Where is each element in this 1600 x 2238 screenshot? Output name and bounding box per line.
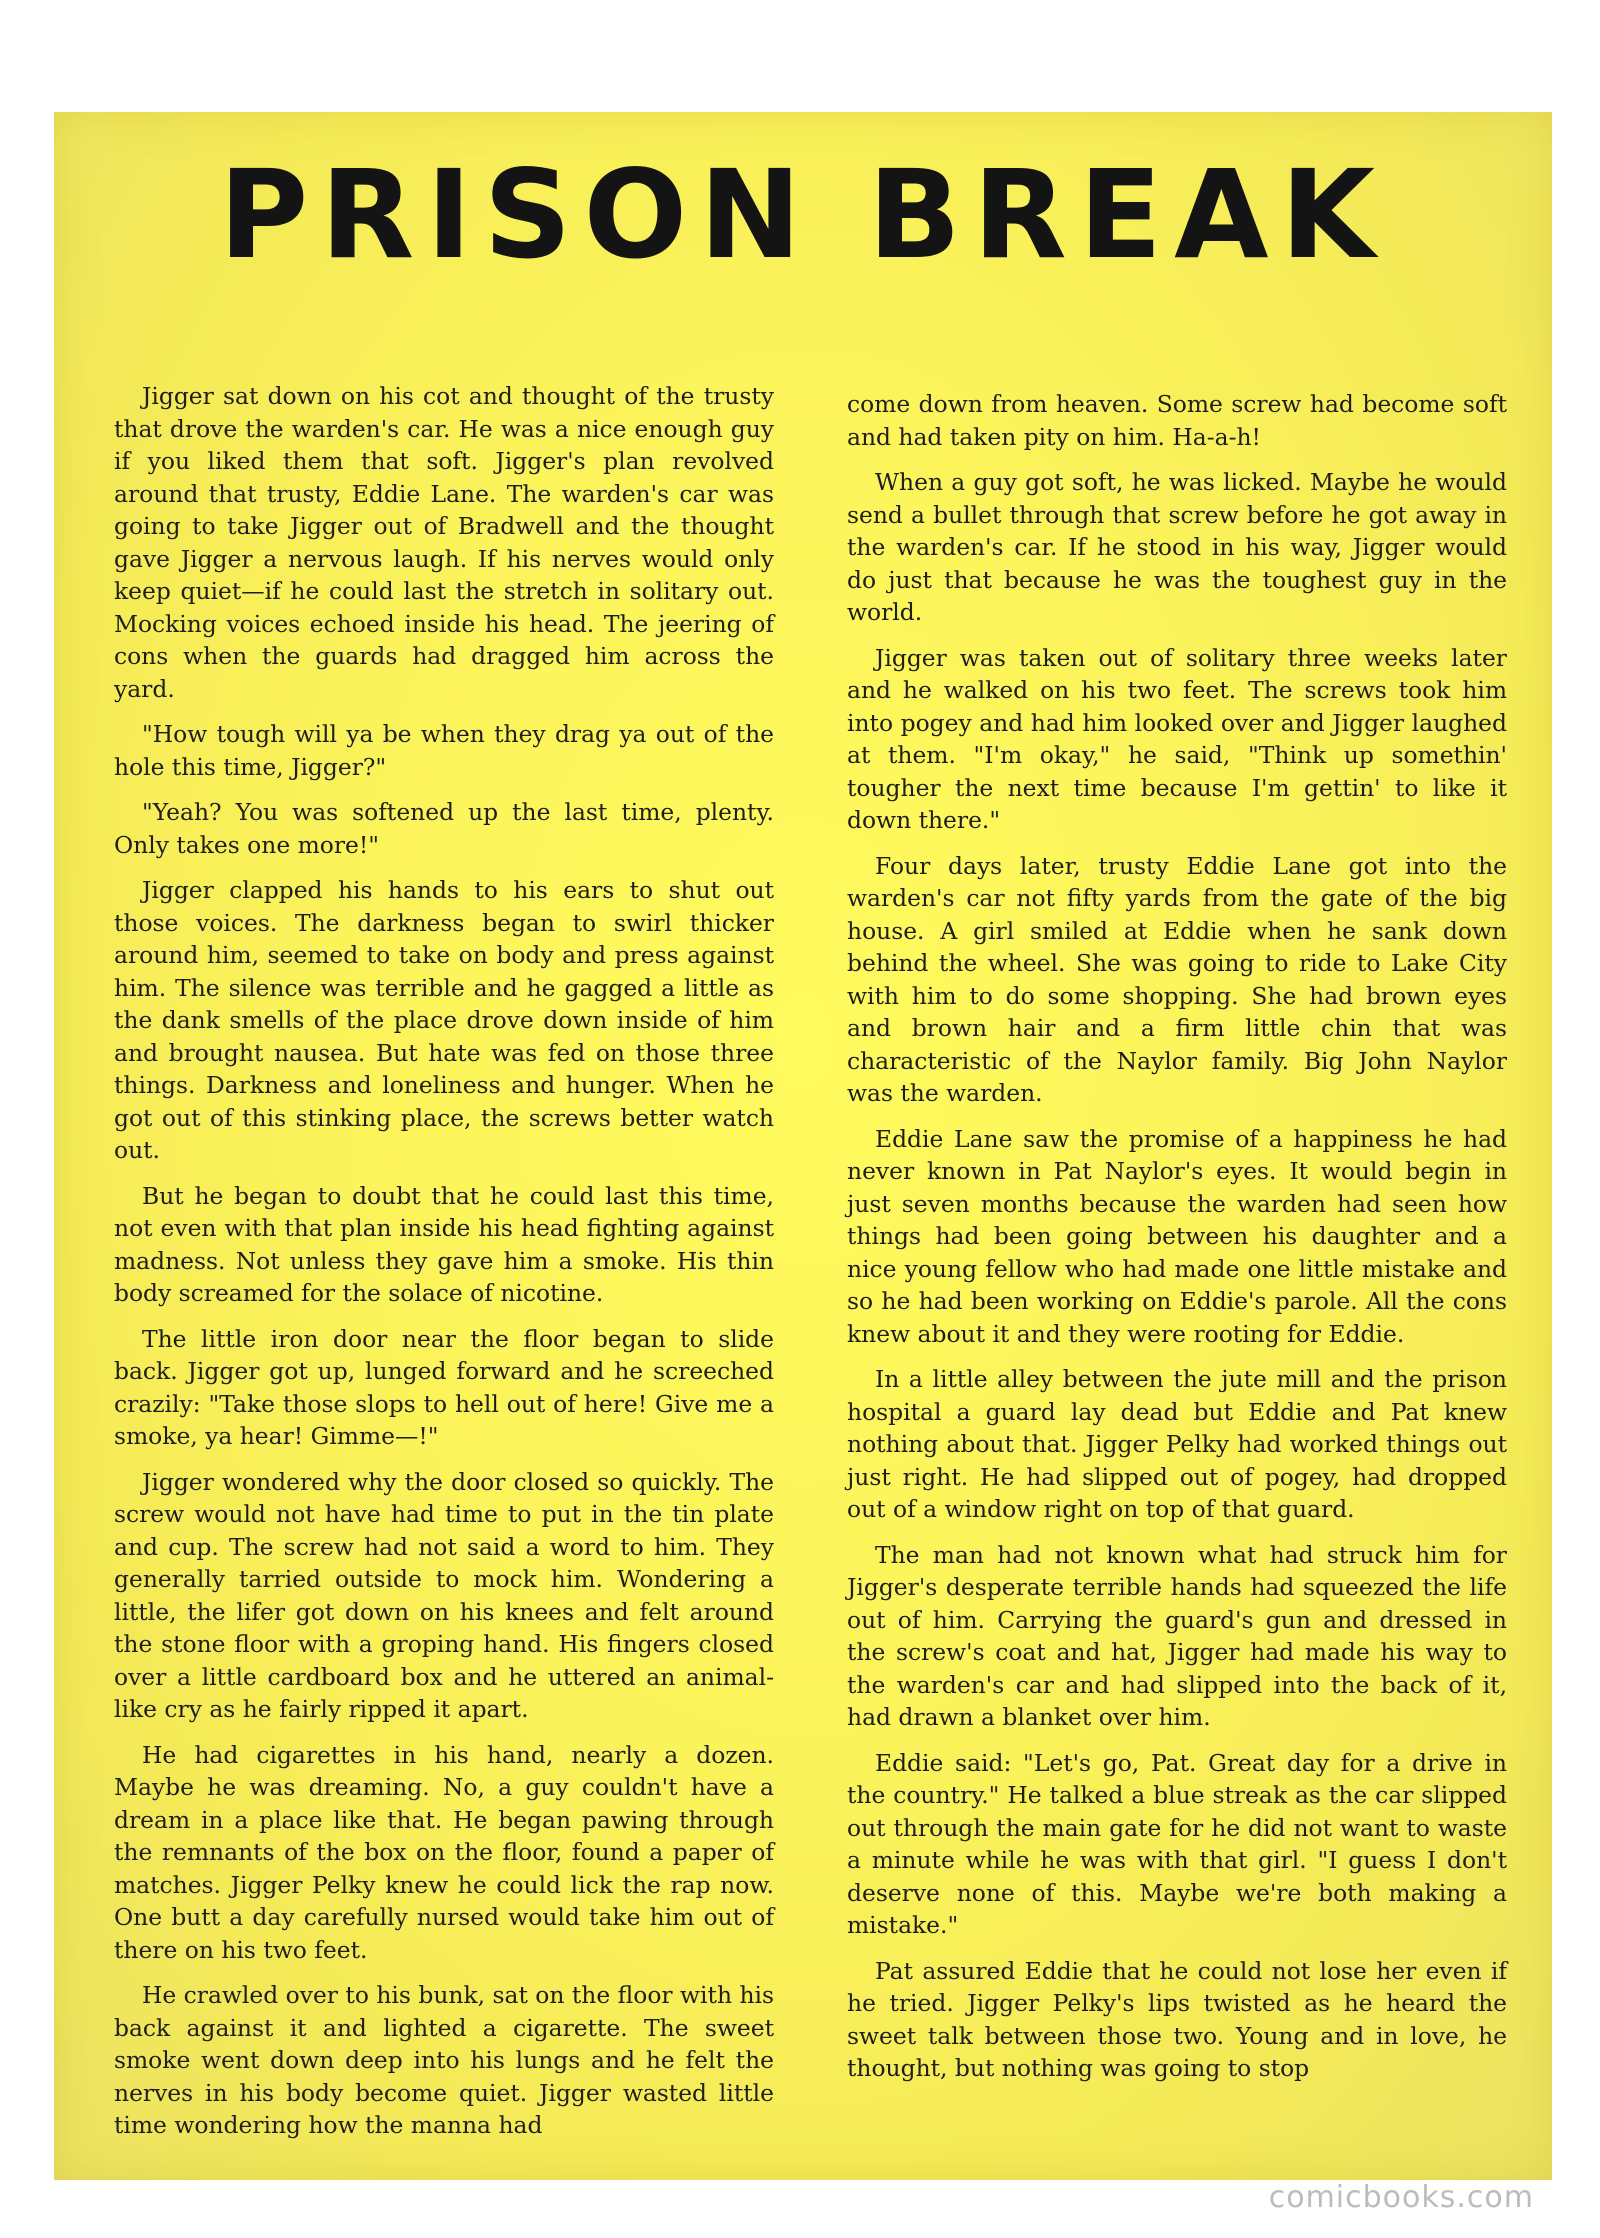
paragraph: Jigger wondered why the door closed so quickly. The screw would not have had time to put in the tin plate and cup. The screw had not said a word to him. They generally tarried outside to mock him. Wondering a little, the lifer got down on his knees and felt around the stone floor with a groping hand. His fingers closed over a little cardboard box and he uttered an animal-like cry as he fairly ripped it apart. xyxy=(114,1467,774,1723)
paragraph: But he began to doubt that he could last this time, not even with that plan inside his head fighting against madness. Not unless they gave him a smoke. His thin body screamed for the solace of nicotine. xyxy=(114,1181,774,1307)
story-title: PRISON BREAK xyxy=(218,144,1388,286)
paragraph: Jigger was taken out of solitary three weeks later and he walked on his two feet. The screws took him into pogey and had him looked over and Jigger laughed at them. "I'm okay," he said, "Think up somethin' tougher the next time because I'm gettin' to like it down there." xyxy=(847,643,1507,834)
paragraph: Jigger clapped his hands to his ears to shut out those voices. The darkness began to swirl thicker around him, seemed to take on body and press against him. The silence was terrible and he gagged a little as the dank smells of the place drove down inside of him and brought nausea. But hate was fed on those three things. Darkness and loneliness and hunger. When he got out of this stinking place, the screws better watch out. xyxy=(114,876,774,1164)
paragraph: come down from heaven. Some screw had become soft and had taken pity on him. Ha-a-h! xyxy=(847,390,1507,451)
paragraph: The little iron door near the floor began to slide back. Jigger got up, lunged forward and he screeched crazily: "Take those slops to hell out of here! Give me a smoke, ya hear! Gimme—!" xyxy=(114,1324,774,1450)
paragraph: "Yeah? You was softened up the last time, plenty. Only takes one more!" xyxy=(114,798,774,859)
paragraph: Pat assured Eddie that he could not lose her even if he tried. Jigger Pelky's lips twisted as he heard the sweet talk between those two. Young and in love, he thought, but nothing was going to stop xyxy=(847,1956,1507,2082)
watermark: comicbooks.com xyxy=(1268,2180,1534,2215)
left-column xyxy=(114,380,774,2155)
paragraph: Eddie said: "Let's go, Pat. Great day for a drive in the country." He talked a blue streak as the car slipped out through the main gate for he did not want to waste a minute while he was with that girl. "I guess I don't deserve none of this. Maybe we're both making a mistake." xyxy=(847,1748,1507,1939)
paragraph: Jigger sat down on his cot and thought of the trusty that drove the warden's car. He was a nice enough guy if you liked them that soft. Jigger's plan revolved around that trusty, Eddie Lane. The warden's car was going to take Jigger out of Bradwell and the thought gave Jigger a nervous laugh. If his nerves would only keep quiet—if he could last the stretch in solitary out. Mocking voices echoed inside his head. The jeering of cons when the guards had dragged him across the yard. xyxy=(114,382,774,703)
paragraph: In a little alley between the jute mill and the prison hospital a guard lay dead but Eddie and Pat knew nothing about that. Jigger Pelky had worked things out just right. He had slipped out of pogey, had dropped out of a window right on top of that guard. xyxy=(847,1365,1507,1523)
right-column xyxy=(847,388,1507,2098)
paragraph: He crawled over to his bunk, sat on the floor with his back against it and lighted a cigarette. The sweet smoke went down deep into his lungs and he felt the nerves in his body become quiet. Jigger wasted little time wondering how the manna had xyxy=(114,1981,774,2139)
paragraph: "How tough will ya be when they drag ya out of the hole this time, Jigger?" xyxy=(114,720,774,781)
paragraph: He had cigarettes in his hand, nearly a dozen. Maybe he was dreaming. No, a guy couldn't have a dream in a place like that. He began pawing through the remnants of the box on the floor, found a paper of matches. Jigger Pelky knew he could lick the rap now. One butt a day carefully nursed would take him out of there on his two feet. xyxy=(114,1740,774,1964)
paragraph: The man had not known what had struck him for Jigger's desperate terrible hands had squeezed the life out of him. Carrying the guard's gun and dressed in the screw's coat and hat, Jigger had made his way to the warden's car and had slipped into the back of it, had drawn a blanket over him. xyxy=(847,1540,1507,1731)
paragraph: Four days later, trusty Eddie Lane got into the warden's car not fifty yards from the gate of the big house. A girl smiled at Eddie when he sank down behind the wheel. She was going to ride to Lake City with him to do some shopping. She had brown eyes and brown hair and a firm little chin that was characteristic of the Naylor family. Big John Naylor was the warden. xyxy=(847,851,1507,1107)
paragraph: When a guy got soft, he was licked. Maybe he would send a bullet through that screw before he got away in the warden's car. If he stood in his way, Jigger would do just that because he was the toughest guy in the world. xyxy=(847,468,1507,626)
magazine-page xyxy=(54,112,1552,2180)
paragraph: Eddie Lane saw the promise of a happiness he had never known in Pat Naylor's eyes. It would begin in just seven months because the warden had seen how things had been going between his daughter and a nice young fellow who had made one little mistake and so he had been working on Eddie's parole. All the cons knew about it and they were rooting for Eddie. xyxy=(847,1124,1507,1348)
